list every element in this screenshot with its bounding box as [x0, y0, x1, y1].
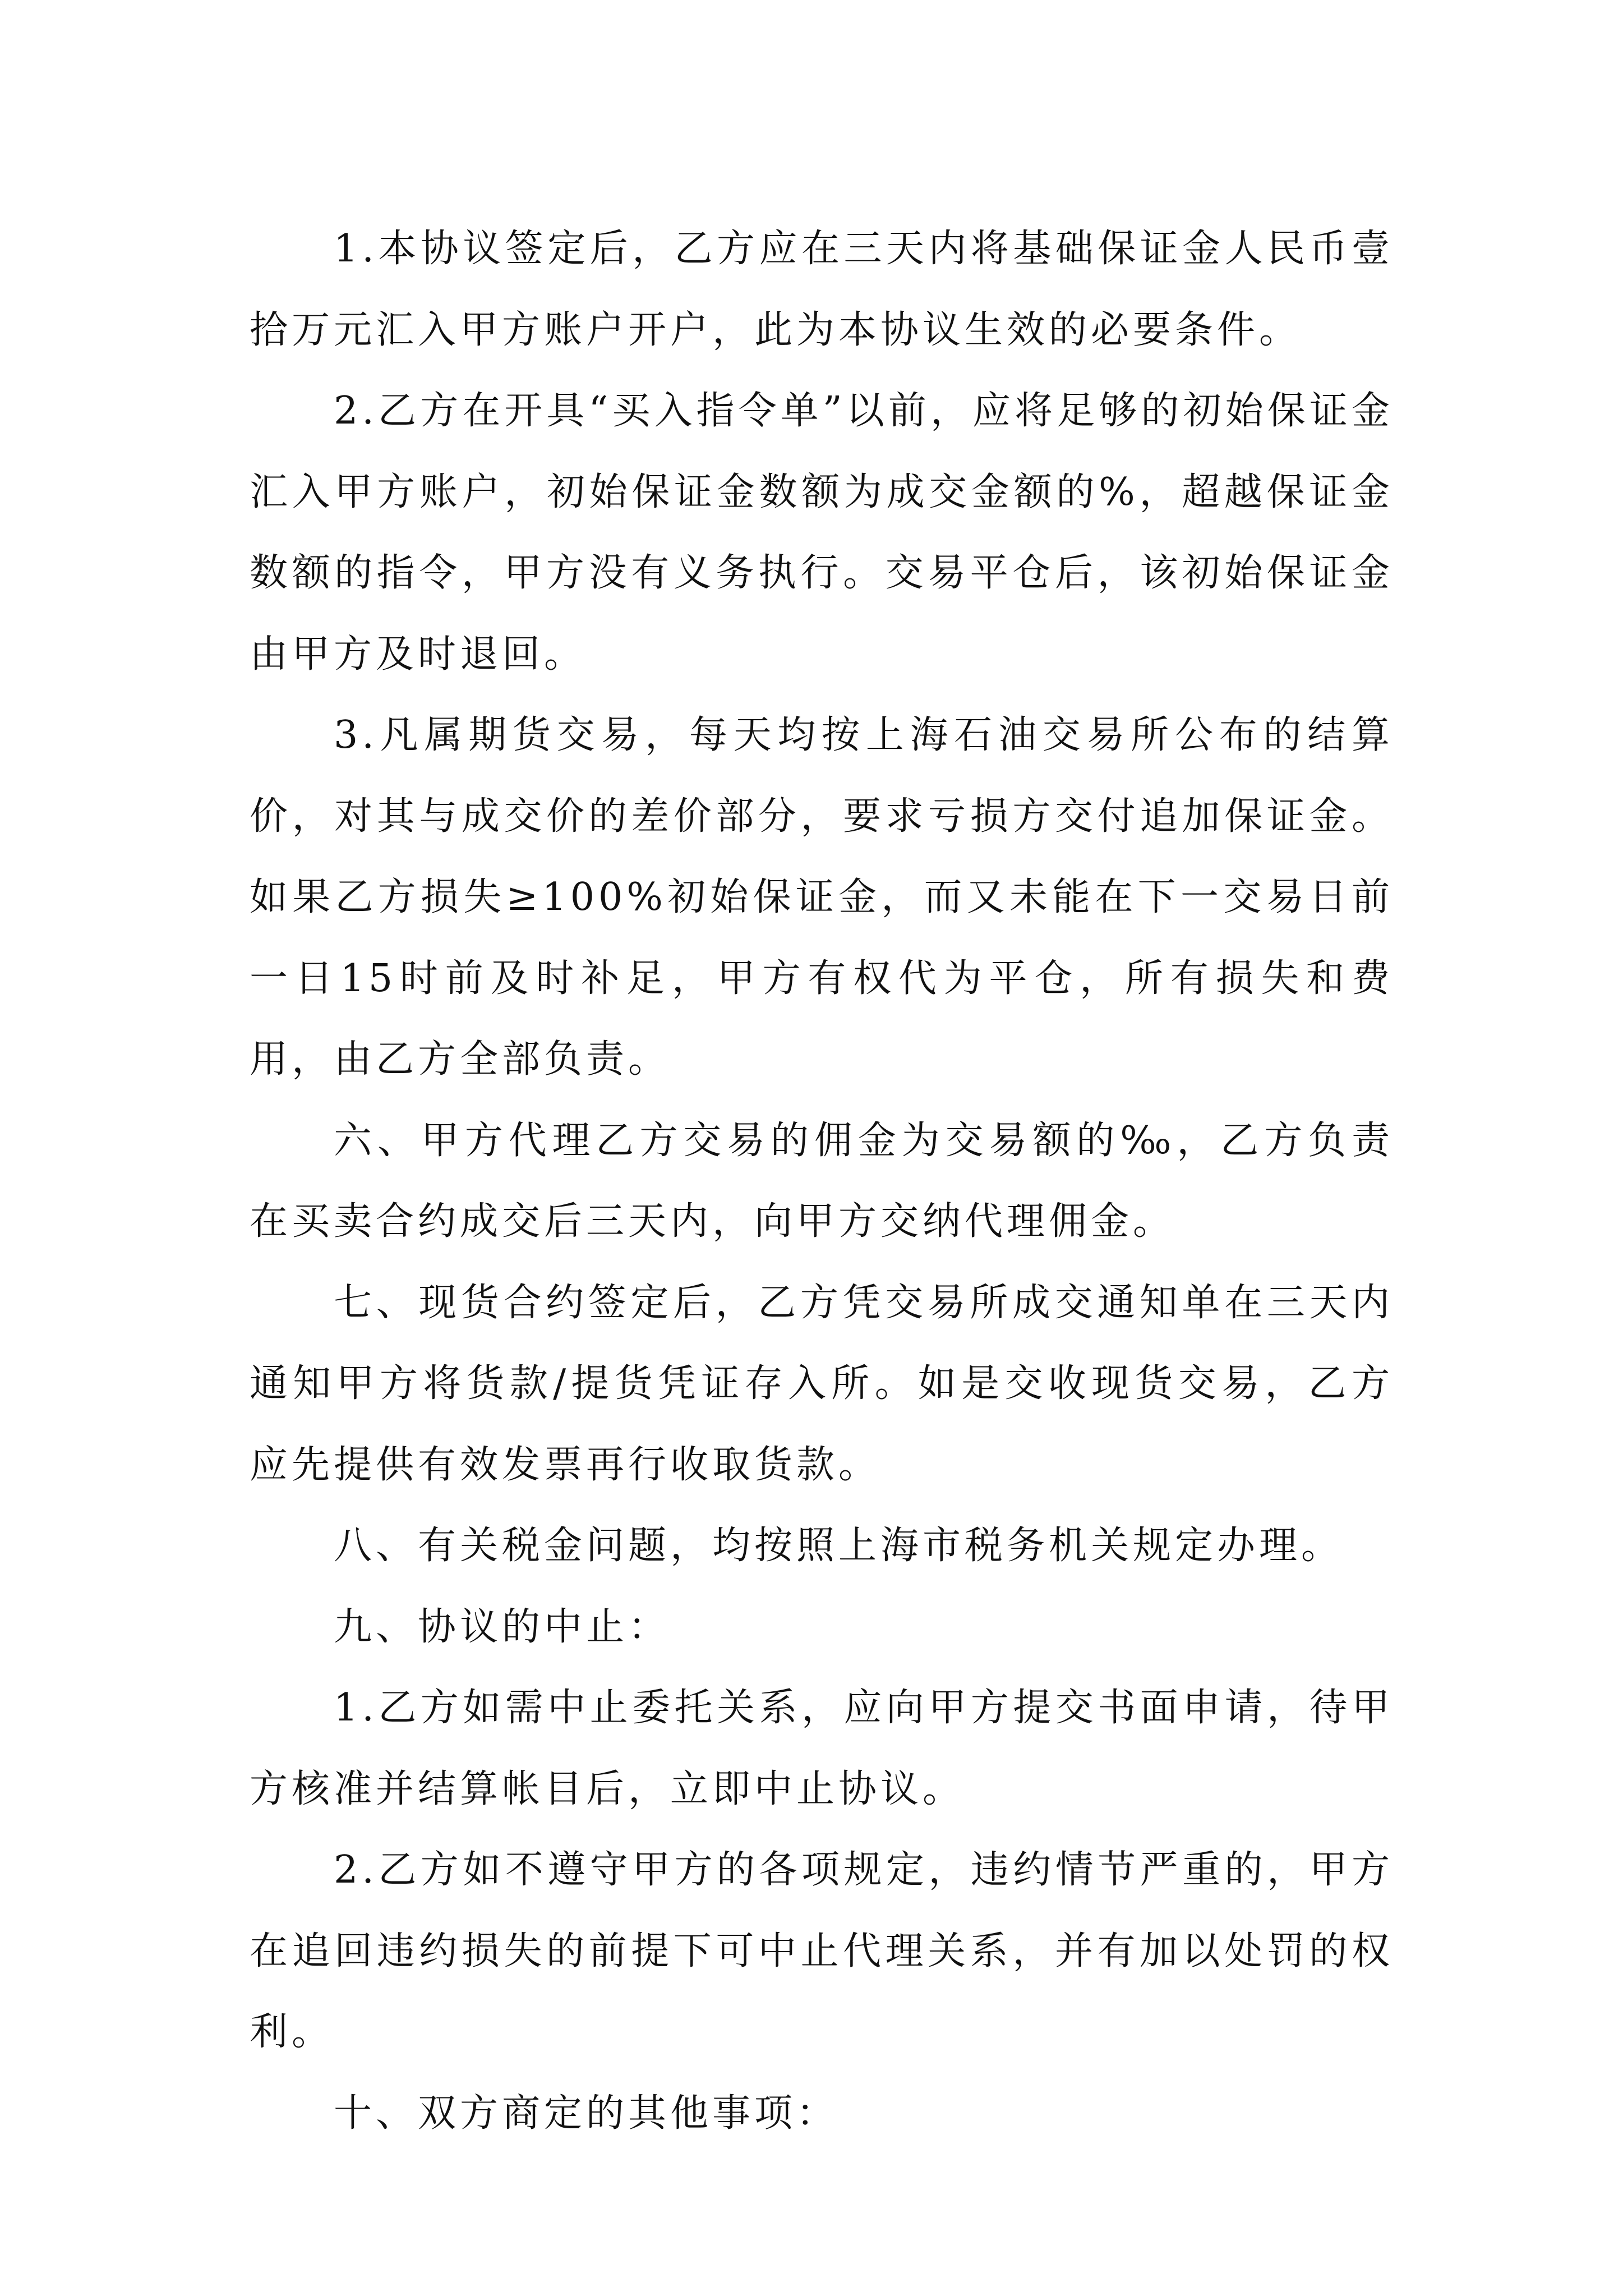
document-body	[250, 209, 1394, 2154]
section-10-heading: 十、双方商定的其他事项：	[334, 2091, 839, 2136]
section-6-commission: 六、甲方代理乙方交易的佣金为交易额的‰，乙方负责在买卖合约成交后三天内，向甲方交纳代理佣金。	[250, 1118, 1394, 1244]
section-7-spot-contract: 七、现货合约签定后，乙方凭交易所成交通知单在三天内通知甲方将货款/提货凭证存入所。如是交收现货交易，乙方应先提供有效发票再行收取货款。	[250, 1280, 1394, 1487]
section-9-heading: 九、协议的中止：	[334, 1604, 671, 1649]
section-8-taxes: 八、有关税金问题，均按照上海市税务机关规定办理。	[334, 1524, 1344, 1568]
section-9-clause-1: 1.乙方如需中止委托关系，应向甲方提交书面申请，待甲方核准并结算帐目后，立即中止协议。	[250, 1686, 1394, 1811]
section-9-clause-2: 2.乙方如不遵守甲方的各项规定，违约情节严重的，甲方在追回违约损失的前提下可中止代理关系，并有加以处罚的权利。	[250, 1848, 1394, 2054]
clause-3-futures-settlement: 3.凡属期货交易，每天均按上海石油交易所公布的结算价，对其与成交价的差价部分，要求亏损方交付追加保证金。如果乙方损失≥100%初始保证金，而又未能在下一交易日前一日15时前及时补足，甲方有权代为平仓，所有损失和费用，由乙方全部负责。	[250, 713, 1394, 1082]
clause-2-initial-margin: 2.乙方在开具“买入指令单”以前，应将足够的初始保证金汇入甲方账户，初始保证金数额为成交金额的%，超越保证金数额的指令，甲方没有义务执行。交易平仓后，该初始保证金由甲方及时退回。	[250, 389, 1394, 677]
clause-1-basic-deposit: 1.本协议签定后，乙方应在三天内将基础保证金人民币壹拾万元汇入甲方账户开户，此为本协议生效的必要条件。	[250, 227, 1394, 352]
